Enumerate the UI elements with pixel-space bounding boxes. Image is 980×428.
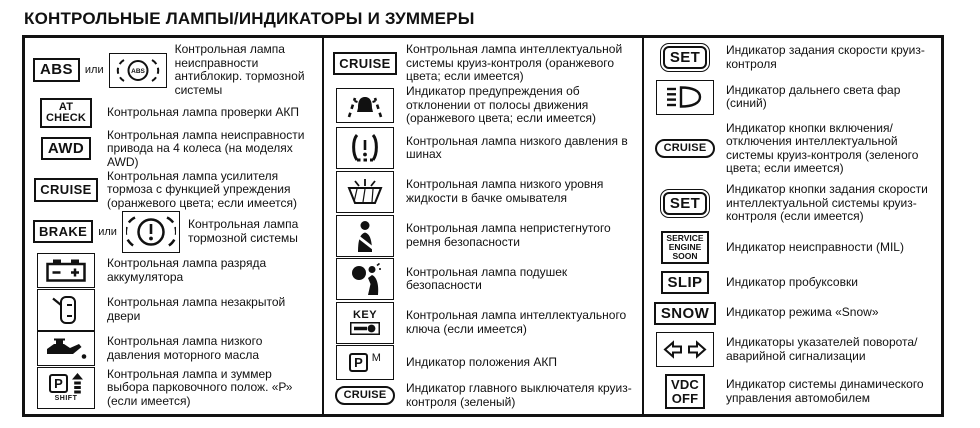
indicator-description: Контрольная лампа тормозной системы <box>187 217 299 245</box>
indicator-description: Контрольная лампа непристегнутого ремня безопасности <box>406 221 611 249</box>
key-label: KEY <box>352 309 378 322</box>
cruise-oval-badge: CRUISE <box>335 386 396 405</box>
or-text: или <box>84 64 104 76</box>
battery-icon <box>37 253 95 288</box>
cruise-badge: CRUISE <box>333 52 397 75</box>
airbag-icon <box>336 258 394 300</box>
gear-position-icon <box>336 345 394 380</box>
table-row <box>33 129 314 170</box>
indicator-description: Контрольная лампа интеллектуальной системы круиз-контроля (оранжевого цвета; если имеется) <box>406 42 623 83</box>
indicator-description: Контрольная лампа неисправности антиблокир. тормозной системы <box>174 42 305 97</box>
table-row <box>332 382 634 409</box>
abs-badge: ABS <box>33 58 80 81</box>
table-row <box>652 43 933 72</box>
gear-p-label: P <box>349 353 368 372</box>
indicator-description: Контрольная лампа низкого давления в шинах <box>406 133 628 162</box>
indicator-description: Контрольная лампа проверки АКП <box>107 105 300 120</box>
table-row <box>33 170 314 211</box>
table-row <box>332 171 634 213</box>
door-open-icon <box>37 289 95 331</box>
indicator-description: Индикатор режима «Snow» <box>726 305 879 320</box>
table-row <box>332 302 634 344</box>
table-row <box>652 122 933 176</box>
table-column-middle <box>324 38 644 414</box>
lane-departure-icon <box>336 88 394 123</box>
table-row <box>33 43 314 97</box>
service-engine-soon-badge: SERVICE ENGINE SOON <box>661 231 708 264</box>
indicator-description: Контрольная лампа и зуммер выбора парковочного полож. «Р» (если имеется) <box>107 366 293 408</box>
table-row <box>33 98 314 128</box>
table-row <box>332 345 634 380</box>
table-row <box>33 211 314 253</box>
indicator-description: Контрольная лампа разряда аккумулятора <box>107 256 267 284</box>
brake-warning-icon <box>122 211 180 253</box>
set-badge: SET <box>663 46 707 69</box>
table-row <box>332 215 634 257</box>
table-row <box>33 331 314 366</box>
brake-badge: BRAKE <box>33 220 93 243</box>
table-row <box>332 127 634 169</box>
indicator-description: Контрольная лампа подушек безопасности <box>406 264 568 293</box>
vdc-off-badge: VDC OFF <box>665 374 705 409</box>
table-column-right <box>644 38 941 414</box>
indicator-description: Контрольная лампа неисправности привода на 4 колеса (на моделях AWD) <box>107 127 305 169</box>
indicator-description: Индикатор дальнего света фар (синий) <box>726 82 901 111</box>
table-row <box>33 289 314 331</box>
indicator-description: Индикатор пробуксовки <box>726 274 858 289</box>
high-beam-icon <box>656 80 714 115</box>
indicator-description: Индикатор кнопки включения/отключения интеллектуальной системы круиз-контроля (зеленого цвета; если имеется) <box>726 120 919 176</box>
indicator-description: Контрольная лампа незакрытой двери <box>107 295 286 323</box>
tire-pressure-icon <box>336 127 394 169</box>
table-row <box>652 231 933 264</box>
abs-circle-icon <box>109 53 167 88</box>
indicator-description: Контрольная лампа низкого давления моторного масла <box>107 334 263 362</box>
table-row <box>652 80 933 115</box>
park-shift-icon <box>37 367 95 409</box>
table-row <box>652 271 933 294</box>
page-title: КОНТРОЛЬНЫЕ ЛАМПЫ/ИНДИКАТОРЫ И ЗУММЕРЫ <box>24 9 475 28</box>
indicator-description: Индикатор кнопки задания скорости интеллектуальной системы круиз-контроля (если имеется) <box>726 182 928 224</box>
table-row <box>33 253 314 288</box>
turn-signal-icon <box>656 332 714 367</box>
table-row <box>652 302 933 325</box>
snow-badge: SNOW <box>654 302 716 325</box>
seatbelt-icon <box>336 215 394 257</box>
indicator-description: Индикатор положения АКП <box>406 355 557 370</box>
gear-m-label: M <box>371 352 381 365</box>
at-check-badge: AT CHECK <box>40 98 92 128</box>
cruise-oval-badge: CRUISE <box>655 139 716 158</box>
table-row <box>332 85 634 126</box>
set-badge: SET <box>663 192 707 215</box>
table-row <box>33 367 314 409</box>
indicator-description: Контрольная лампа низкого уровня жидкости в бачке омывателя <box>406 177 604 205</box>
indicator-description: Индикатор неисправности (MIL) <box>726 239 904 254</box>
indicator-description: Индикатор системы динамического управления автомобилем <box>726 377 924 405</box>
awd-badge: AWD <box>41 137 91 160</box>
shift-label: SHIFT <box>54 395 78 403</box>
indicator-description: Индикатор задания скорости круиз-контроля <box>726 43 925 71</box>
oil-pressure-icon <box>37 331 95 366</box>
slip-badge: SLIP <box>661 271 710 294</box>
park-p-label: P <box>49 374 68 393</box>
indicator-description: Контрольная лампа усилителя тормоза с функцией упреждения (оранжевого цвета; если имеется) <box>107 168 297 210</box>
svg-text:ABS: ABS <box>130 67 145 75</box>
table-column-left <box>25 38 324 414</box>
table-row <box>332 43 634 84</box>
cruise-badge: CRUISE <box>34 178 98 201</box>
washer-fluid-icon <box>336 171 394 213</box>
table-row <box>652 332 933 367</box>
indicator-description: Индикатор предупреждения об отклонении от полосы движения (оранжевого цвета; если имеется) <box>406 84 596 126</box>
indicator-description: Индикатор главного выключателя круиз-контроля (зеленый) <box>406 381 632 409</box>
indicator-description: Контрольная лампа интеллектуального ключа (если имеется) <box>406 308 627 336</box>
table-row <box>652 183 933 224</box>
indicator-table <box>22 35 944 417</box>
table-row <box>332 258 634 300</box>
indicator-description: Индикаторы указателей поворота/аварийной сигнализации <box>726 335 918 363</box>
or-text: или <box>98 225 117 238</box>
smart-key-icon <box>336 302 394 344</box>
table-row <box>652 374 933 409</box>
